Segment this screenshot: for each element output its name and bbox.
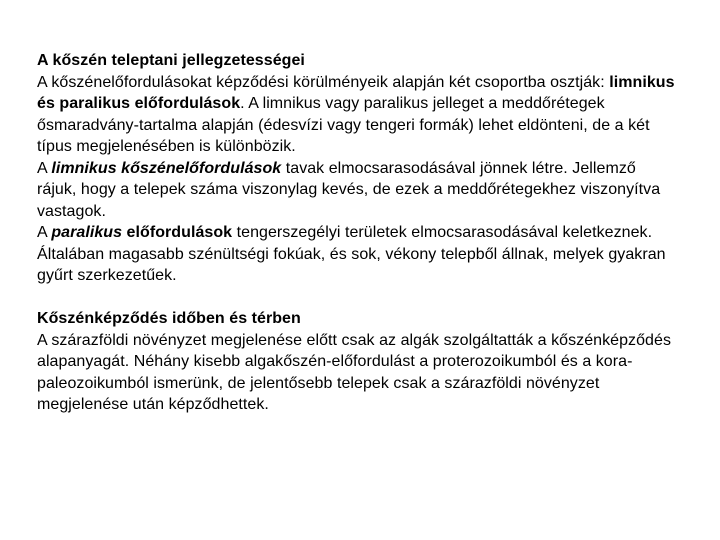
limnic-text-1: A <box>37 159 52 177</box>
paralic-text-1: A <box>37 224 52 241</box>
paralic-bold-italic-text: paralikus <box>51 224 123 241</box>
paragraph-formation: A szárazföldi növényzet megjelenése előtt csak az algák szolgáltatták a kőszénképződés alapanyagát. Néhány kisebb algakőszén-előfordulást a proterozoikumból és a kora-paleozoikumból ismerünk, de jelentősebb telepek csak a szárazföldi növényzet megjelenése után képződhettek. <box>37 331 671 413</box>
intro-text-1: A kőszénelőfordulásokat képződési körülményeik alapján két csoportba osztják: <box>37 73 610 91</box>
intro-text-2: . A limnikus vagy paralikus jelleget a meddőrétegek ősmaradvány-tartalma alapján (édesvízi vagy tengeri formák) lehet eldönteni, de a két típus megjelenésében is különbözik. <box>37 95 650 155</box>
intro-bold-text: limnikus és paralikus előfordulások <box>37 73 675 112</box>
section-spacer <box>37 287 677 309</box>
text-content <box>37 50 677 416</box>
paragraph-limnic <box>37 158 677 223</box>
paragraph-intro <box>37 72 677 158</box>
limnic-bold-italic-text: limnikus kőszénelőfordulások <box>51 159 282 177</box>
paralic-bold-text: előfordulások <box>122 224 233 241</box>
paragraph-paralic <box>37 222 677 287</box>
section-title-coal-characteristics: A kőszén teleptani jellegzetességei <box>37 52 305 69</box>
limnic-text-2: tavak elmocsarasodásával jönnek létre. Jellemző rájuk, hogy a telepek száma viszonylag kevés, de ezek a meddőrétegekhez viszonyítva vastagok. <box>37 159 661 220</box>
section-title-formation: Kőszénképződés időben és térben <box>37 310 301 327</box>
paralic-text-2: tengerszegélyi területek elmocsarasodásával keletkeznek. Általában magasabb szénültségi fokúak, és sok, vékony telepből állnak, melyek gyakran gyűrt szerkezetűek. <box>37 224 666 284</box>
